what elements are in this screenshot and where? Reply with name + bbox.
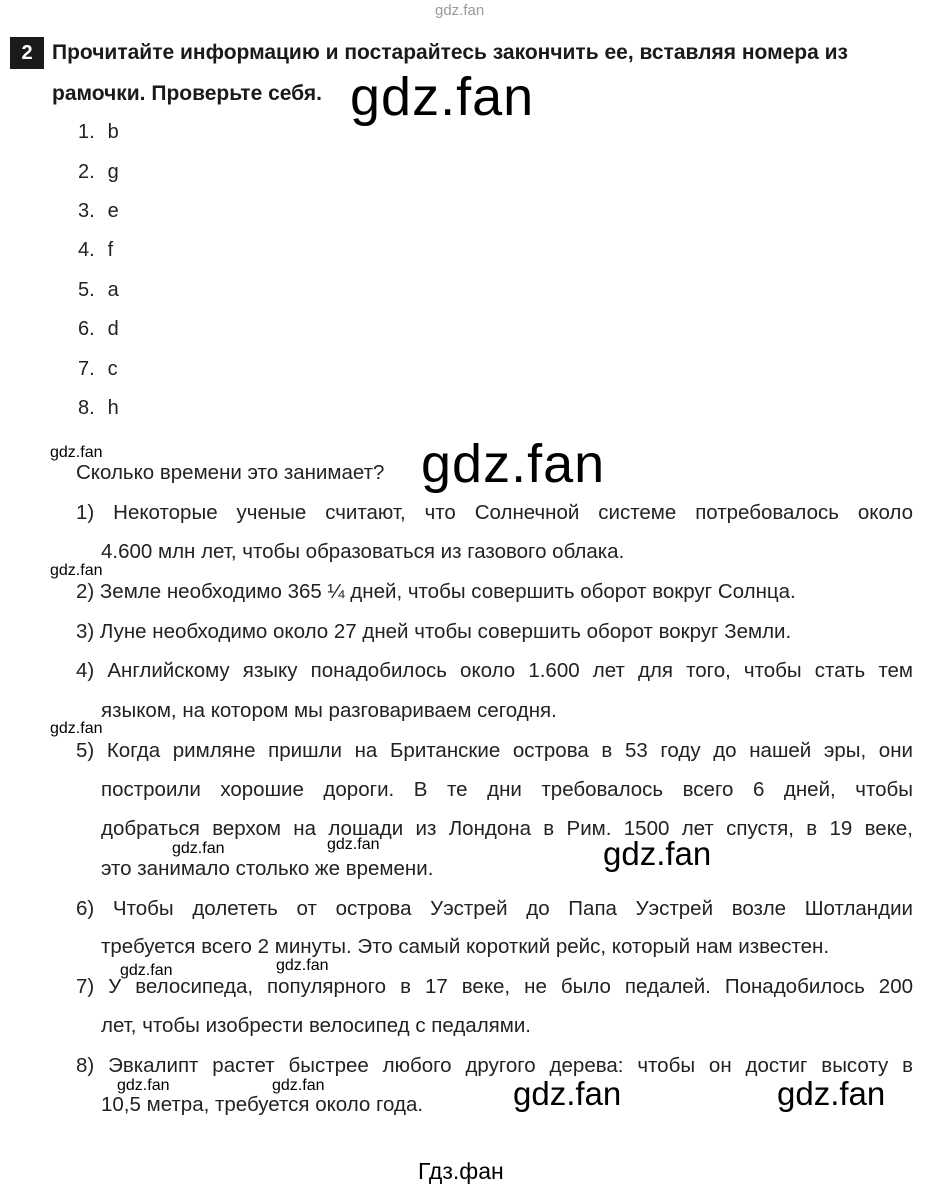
- watermark-large: gdz.fan: [350, 67, 535, 127]
- answer-item-3: 3. e: [78, 200, 119, 222]
- task-heading-line1: Прочитайте информацию и постарайтесь закончить ее, вставляя номера из: [52, 41, 848, 64]
- item-6-line-1: 6) Чтобы долететь от острова Уэстрей до Папа Уэстрей возле Шотландии: [76, 897, 913, 920]
- item-1-line-2: 4.600 млн лет, чтобы образоваться из газового облака.: [101, 540, 625, 563]
- answer-item-5: 5. a: [78, 279, 119, 301]
- watermark-small: gdz.fan: [117, 1077, 170, 1094]
- item-8-line-1: 8) Эвкалипт растет быстрее любого другого дерева: чтобы он достиг высоту в: [76, 1054, 913, 1077]
- watermark-small: gdz.fan: [120, 962, 173, 979]
- footer-site-name: Гдз.фан: [418, 1158, 504, 1184]
- item-2-line-1: 2) Земле необходимо 365 ¼ дней, чтобы совершить оборот вокруг Солнца.: [76, 580, 796, 603]
- item-3-line-1: 3) Луне необходимо около 27 дней чтобы совершить оборот вокруг Земли.: [76, 620, 792, 643]
- item-7-line-1: 7) У велосипеда, популярного в 17 веке, не было педалей. Понадобилось 200: [76, 975, 913, 998]
- answer-item-7: 7. c: [78, 358, 118, 380]
- item-5-line-1: 5) Когда римляне пришли на Британские острова в 53 году до нашей эры, они: [76, 739, 913, 762]
- item-4-line-1: 4) Английскому языку понадобилось около 1.600 лет для того, чтобы стать тем: [76, 659, 913, 682]
- watermark-top: gdz.fan: [435, 2, 485, 19]
- task-number-badge: 2: [10, 37, 44, 69]
- answer-item-2: 2. g: [78, 161, 119, 183]
- item-5-line-4: это занимало столько же времени.: [101, 857, 434, 880]
- item-6-line-2: требуется всего 2 минуты. Это самый короткий рейс, который нам известен.: [101, 935, 830, 958]
- watermark-small: gdz.fan: [327, 836, 380, 853]
- watermark-medium: gdz.fan: [777, 1075, 886, 1112]
- answer-item-1: 1. b: [78, 121, 119, 143]
- watermark-small: gdz.fan: [272, 1077, 325, 1094]
- watermark-medium: gdz.fan: [603, 835, 712, 872]
- item-5-line-2: построили хорошие дороги. В те дни требовалось всего 6 дней, чтобы: [101, 778, 913, 801]
- watermark-large: gdz.fan: [421, 434, 606, 494]
- watermark-small: gdz.fan: [50, 562, 103, 579]
- item-8-line-2: 10,5 метра, требуется около года.: [101, 1093, 424, 1116]
- watermark-small: gdz.fan: [50, 720, 103, 737]
- item-5-line-3: добраться верхом на лошади из Лондона в Рим. 1500 лет спустя, в 19 веке,: [101, 817, 913, 840]
- item-1-line-1: 1) Некоторые ученые считают, что Солнечной системе потребовалось около: [76, 501, 913, 524]
- watermark-medium: gdz.fan: [513, 1075, 622, 1112]
- answer-item-4: 4. f: [78, 239, 114, 261]
- item-7-line-2: лет, чтобы изобрести велосипед с педалями.: [101, 1014, 531, 1037]
- answer-item-6: 6. d: [78, 318, 119, 340]
- watermark-small: gdz.fan: [276, 957, 329, 974]
- task-heading-line2: рамочки. Проверьте себя.: [52, 82, 322, 105]
- answer-item-8: 8. h: [78, 397, 119, 419]
- watermark-small: gdz.fan: [172, 840, 225, 857]
- item-4-line-2: языком, на котором мы разговариваем сегодня.: [101, 699, 557, 722]
- section-title: Сколько времени это занимает?: [76, 461, 385, 484]
- watermark-small: gdz.fan: [50, 444, 103, 461]
